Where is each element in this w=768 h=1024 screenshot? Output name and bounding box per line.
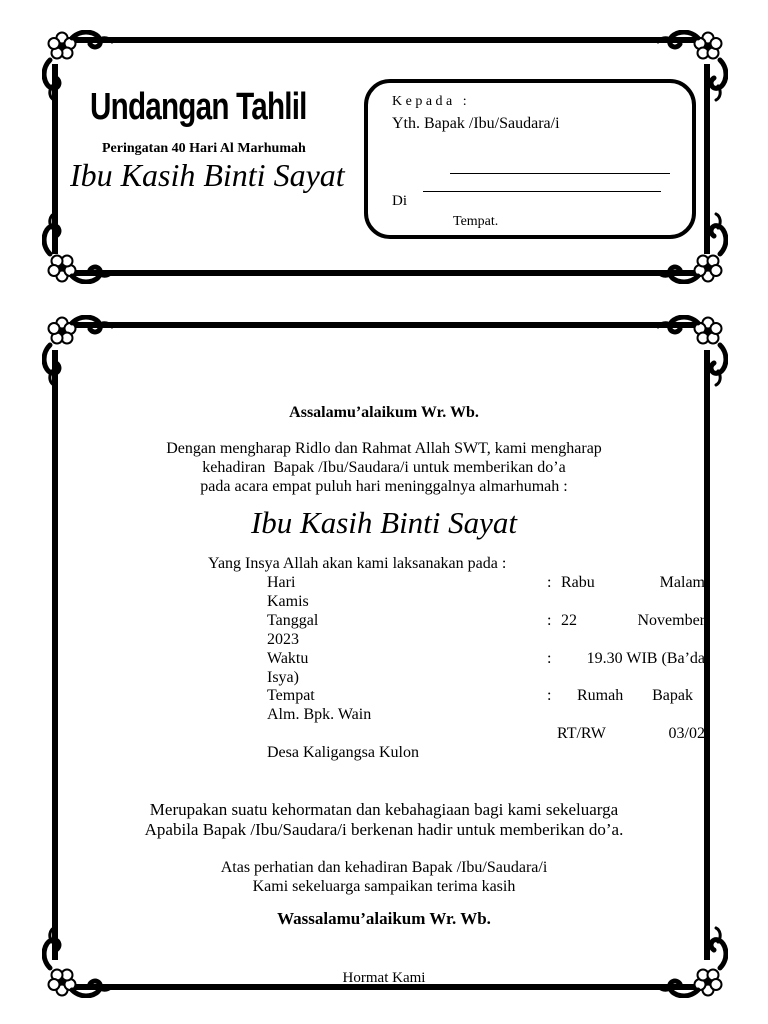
detail-value: Rabu xyxy=(561,574,595,591)
detail-separator: : xyxy=(547,687,552,704)
detail-label: Tempat xyxy=(267,687,315,704)
address-at-label: Di xyxy=(392,193,407,209)
deceased-name-main: Ibu Kasih Binti Sayat xyxy=(250,505,518,540)
top-card-border-top xyxy=(60,37,705,43)
thanks-line: Atas perhatian dan kehadiran Bapak /Ibu/Saudara/i xyxy=(220,859,548,876)
intro-line: kehadiran Bapak /Ibu/Saudara/i untuk memberikan do’a xyxy=(202,459,566,476)
detail-label: Waktu xyxy=(267,650,309,667)
schedule-intro: Yang Insya Allah akan kami laksanakan pada : xyxy=(208,555,507,572)
deceased-name-top: Ibu Kasih Binti Sayat xyxy=(70,157,345,193)
ornament-corner-icon xyxy=(656,315,728,387)
top-card-border-bottom xyxy=(60,270,705,276)
address-box xyxy=(364,79,696,239)
rtrw-label: RT/RW xyxy=(557,725,606,742)
intro-line: Dengan mengharap Ridlo dan Rahmat Allah SWT, kami mengharap xyxy=(166,440,602,457)
address-to-label: K e p a d a : xyxy=(392,94,467,109)
detail-value: Malam xyxy=(659,574,705,591)
address-recipient: Yth. Bapak /Ibu/Saudara/i xyxy=(392,115,560,132)
detail-separator: : xyxy=(547,612,552,629)
detail-separator: : xyxy=(547,574,552,591)
detail-value: Bapak xyxy=(652,687,693,704)
greeting: Assalamu’alaikum Wr. Wb. xyxy=(289,404,479,421)
ornament-corner-icon xyxy=(656,926,728,998)
detail-value: 19.30 WIB (Ba’da xyxy=(586,650,705,667)
detail-value: Rumah xyxy=(577,687,624,704)
ornament-corner-icon xyxy=(42,926,114,998)
village: Desa Kaligangsa Kulon xyxy=(267,744,419,761)
invitation-subtitle: Peringatan 40 Hari Al Marhumah xyxy=(102,141,306,156)
detail-separator: : xyxy=(547,650,552,667)
closing-line: Apabila Bapak /Ibu/Saudara/i berkenan hadir untuk memberikan do’a. xyxy=(144,820,624,839)
closing-line: Merupakan suatu kehormatan dan kebahagiaan bagi kami sekeluarga xyxy=(149,800,619,819)
ornament-corner-icon xyxy=(42,315,114,387)
thanks-line: Kami sekeluarga sampaikan terima kasih xyxy=(252,878,516,895)
intro-line: pada acara empat puluh hari meninggalnya almarhumah : xyxy=(200,478,568,495)
farewell: Wassalamu’alaikum Wr. Wb. xyxy=(277,909,491,928)
detail-value-wrap: Kamis xyxy=(267,593,309,610)
detail-value: 22 xyxy=(561,612,577,629)
detail-value-wrap: 2023 xyxy=(267,631,299,648)
detail-value-wrap: Isya) xyxy=(267,669,299,686)
address-line xyxy=(450,173,670,174)
detail-value: November xyxy=(637,612,705,629)
main-card-border-top xyxy=(60,322,705,328)
rtrw-value: 03/02 xyxy=(668,725,705,742)
detail-value-wrap: Alm. Bpk. Wain xyxy=(267,706,372,723)
ornament-corner-icon xyxy=(42,212,114,284)
address-line xyxy=(423,191,661,192)
detail-label: Hari xyxy=(267,574,296,591)
detail-label: Tanggal xyxy=(267,612,319,629)
address-place-label: Tempat. xyxy=(453,214,499,229)
signoff: Hormat Kami xyxy=(342,970,426,986)
invitation-title: Undangan Tahlil xyxy=(90,86,307,128)
